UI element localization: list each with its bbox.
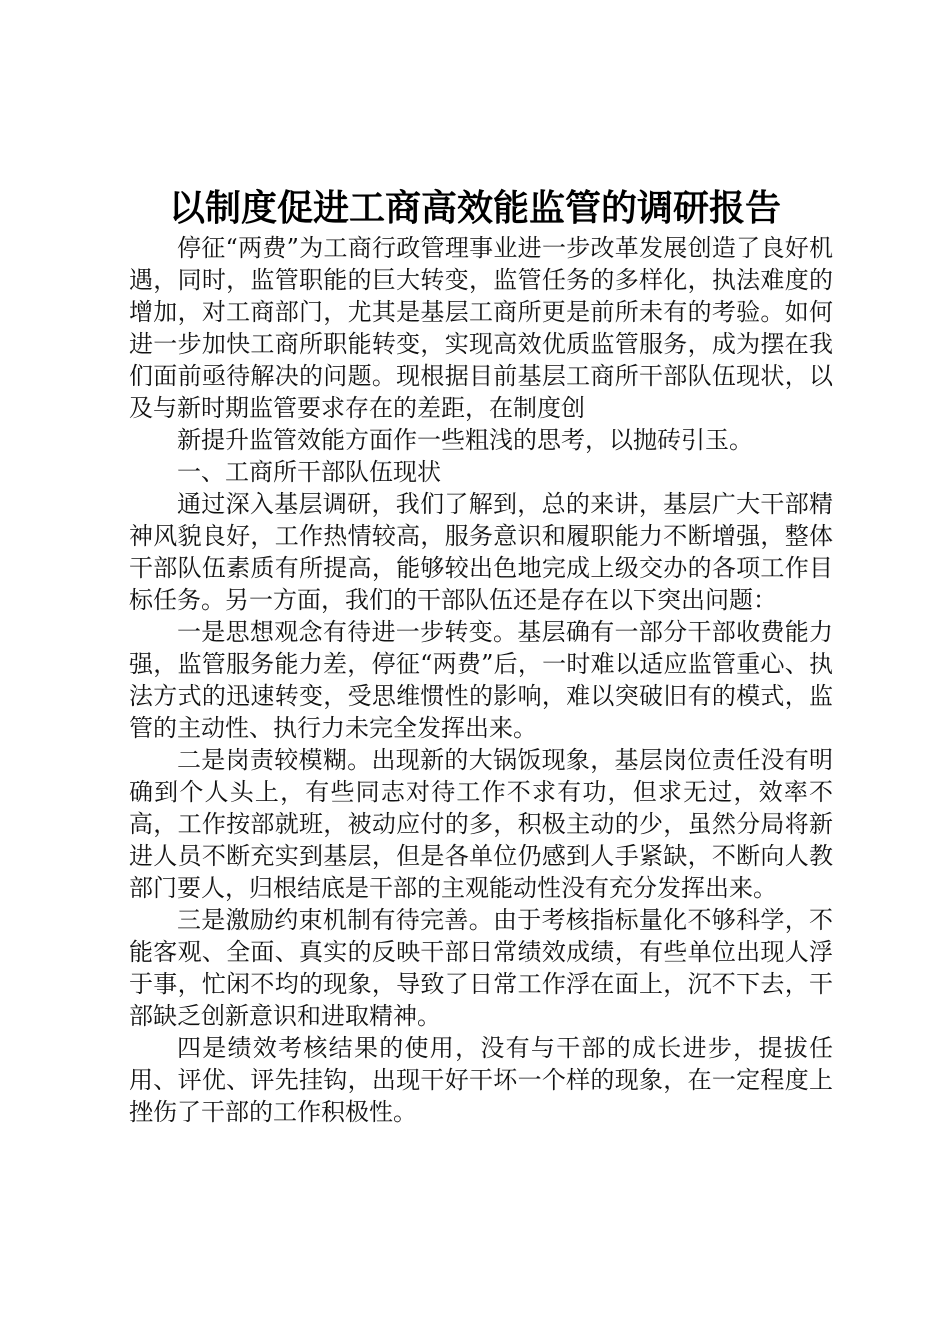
paragraph-intro-continued: 新提升监管效能方面作一些粗浅的思考，以抛砖引玉。 [177, 426, 753, 454]
paragraph-issue-2: 二是岗责较模糊。出现新的大锅饭现象，基层岗位责任没有明确到个人头上，有些同志对待工作不求有功，但求无过，效率不高，工作按部就班，被动应付的多，积极主动的少，虽然分局将新进人员不断充实到基层，但是各单位仍感到人手紧缺，不断向人教部门要人，归根结底是干部的主观能动性没有充分发挥出来。 [129, 746, 833, 902]
paragraph-overview: 通过深入基层调研，我们了解到，总的来讲，基层广大干部精神风貌良好，工作热情较高，服务意识和履职能力不断增强，整体干部队伍素质有所提高，能够较出色地完成上级交办的各项工作目标任务。另一方面，我们的干部队伍还是存在以下突出问题： [129, 490, 833, 614]
section-heading: 一、工商所干部队伍现状 [177, 458, 441, 486]
paragraph-issue-3: 三是激励约束机制有待完善。由于考核指标量化不够科学，不能客观、全面、真实的反映干部日常绩效成绩，有些单位出现人浮于事，忙闲不均的现象，导致了日常工作浮在面上，沉不下去，干部缺乏创新意识和进取精神。 [129, 906, 833, 1030]
paragraph-issue-1: 一是思想观念有待进一步转变。基层确有一部分干部收费能力强，监管服务能力差，停征“两费”后，一时难以适应监管重心、执法方式的迅速转变，受思维惯性的影响，难以突破旧有的模式，监管的主动性、执行力未完全发挥出来。 [129, 618, 833, 742]
document-title: 以制度促进工商高效能监管的调研报告 [168, 187, 781, 229]
document-body [129, 232, 833, 1128]
paragraph-issue-4: 四是绩效考核结果的使用，没有与干部的成长进步，提拔任用、评优、评先挂钩，出现干好干坏一个样的现象，在一定程度上挫伤了干部的工作积极性。 [129, 1034, 833, 1126]
paragraph-intro: 停征“两费”为工商行政管理事业进一步改革发展创造了良好机遇，同时，监管职能的巨大转变，监管任务的多样化，执法难度的增加，对工商部门，尤其是基层工商所更是前所未有的考验。如何进一步加快工商所职能转变，实现高效优质监管服务，成为摆在我们面前亟待解决的问题。现根据目前基层工商所干部队伍现状，以及与新时期监管要求存在的差距，在制度创 [129, 234, 833, 422]
